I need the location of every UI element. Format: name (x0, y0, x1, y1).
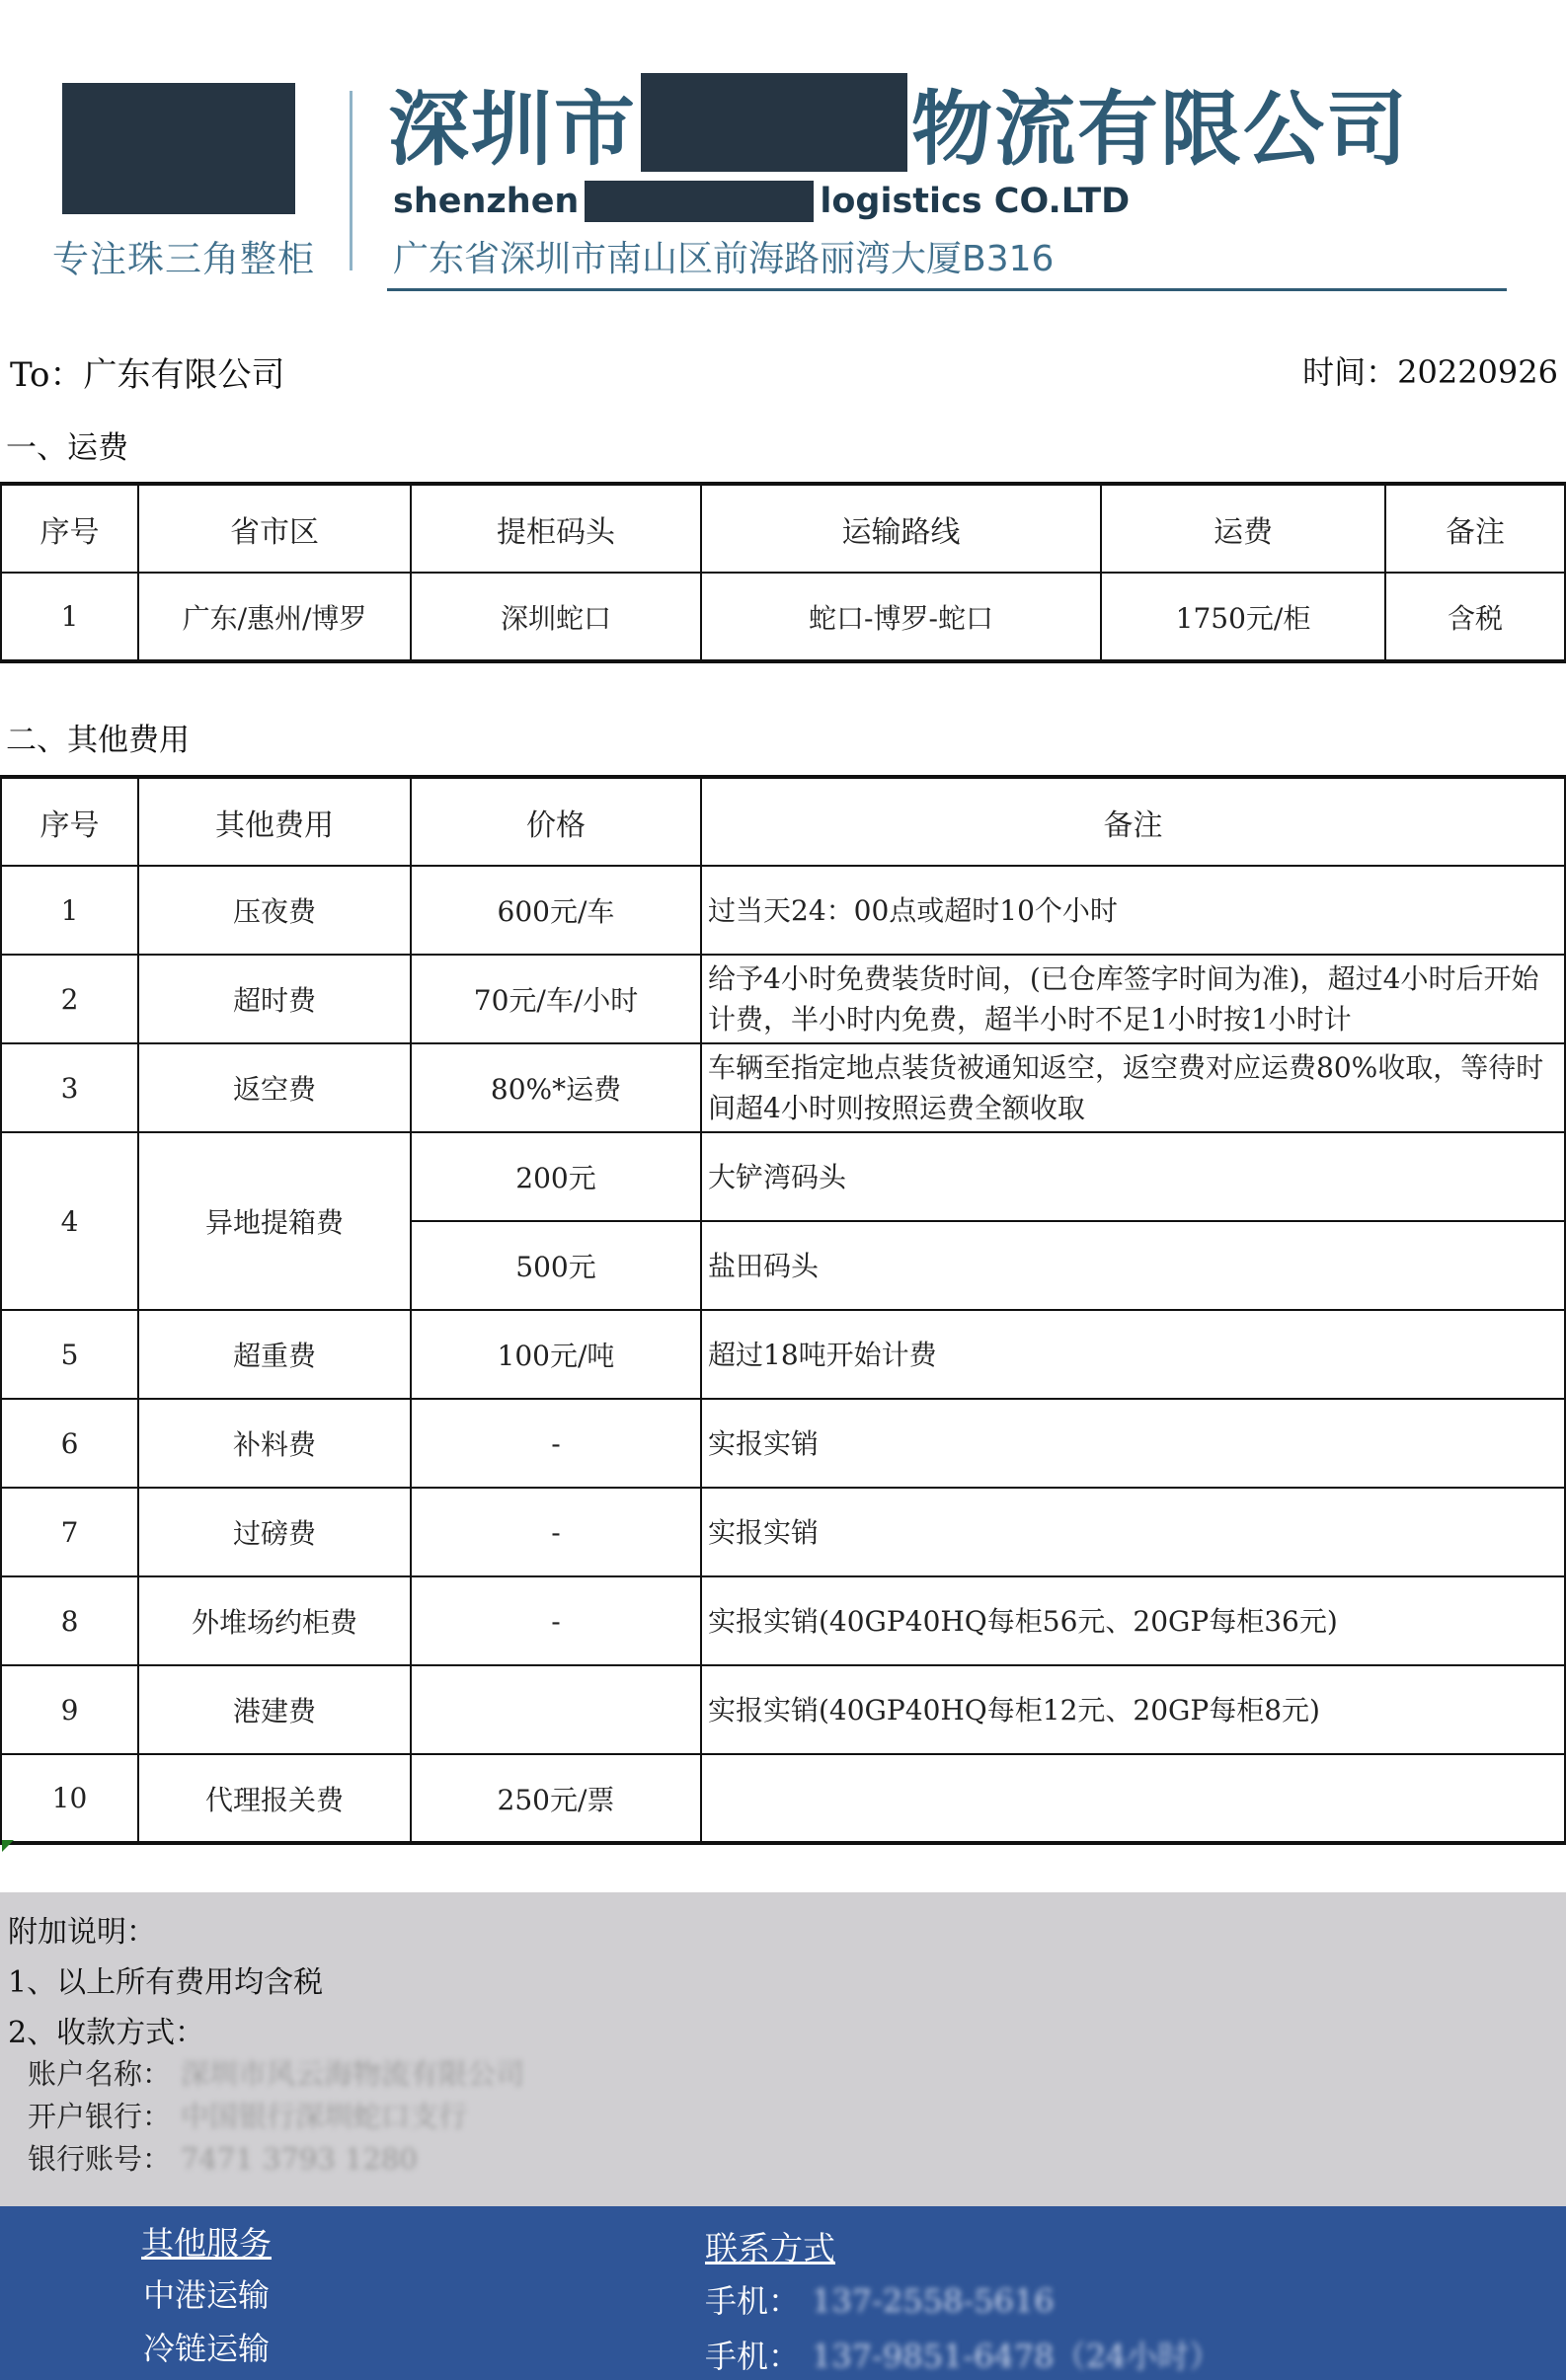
company-name-en-suffix: logistics CO.LTD (820, 182, 1131, 221)
row-number: 1 (1, 866, 138, 955)
price-cell: - (411, 1399, 701, 1488)
header-cell: 备注 (1385, 484, 1565, 573)
remark-cell: 实报实销 (701, 1488, 1565, 1576)
note-payment-method: 2、收款方式： (8, 2016, 205, 2050)
service-item: 冷链运输 (143, 2330, 271, 2367)
fee-name-cell: 外堆场约柜费 (138, 1576, 411, 1665)
phone-number: 137-2558-5616 (812, 2282, 1055, 2320)
remark-cell: 含税 (1385, 573, 1565, 661)
account-name-label: 账户名称： (28, 2057, 172, 2091)
remark-cell: 实报实销 (701, 1399, 1565, 1488)
price-cell: 80%*运费 (411, 1043, 701, 1132)
table-row (1, 1665, 1565, 1754)
fee-name-cell: 补料费 (138, 1399, 411, 1488)
header-cell: 省市区 (138, 484, 411, 573)
header-cell: 序号 (1, 777, 138, 866)
region-cell: 广东/惠州/博罗 (138, 573, 411, 661)
account-name-value: 深圳市风云海物流有限公司 (181, 2057, 525, 2091)
remark-cell: 车辆至指定地点装货被通知返空，返空费对应运费80%收取，等待时间超4小时则按照运费全额收取 (701, 1043, 1565, 1132)
row-number: 6 (1, 1399, 138, 1488)
table-row (1, 1399, 1565, 1488)
header-divider (350, 91, 352, 270)
header-cell: 提柜码头 (411, 484, 701, 573)
remark-cell: 盐田码头 (701, 1221, 1565, 1310)
fee-name-cell: 过磅费 (138, 1488, 411, 1576)
header-cell: 其他费用 (138, 777, 411, 866)
account-name-row (28, 2052, 524, 2093)
table-row (1, 1754, 1565, 1843)
header-cell: 价格 (411, 777, 701, 866)
company-name-en (393, 178, 1130, 225)
price-cell: 600元/车 (411, 866, 701, 955)
row-number: 2 (1, 955, 138, 1043)
row-number: 3 (1, 1043, 138, 1132)
table-row (1, 1310, 1565, 1399)
company-name-cn-suffix: 物流有限公司 (911, 82, 1410, 177)
phone-number: 137-9851-6478（24小时） (812, 2338, 1221, 2375)
header-cell: 序号 (1, 484, 138, 573)
company-name-en-prefix: shenzhen (393, 182, 580, 221)
table-row (1, 1576, 1565, 1665)
remark-cell: 给予4小时免费装货时间，(已仓库签字时间为准)，超过4小时后开始计费，半小时内免费，超半小时不足1小时按1小时计 (701, 955, 1565, 1043)
table-row (1, 1043, 1565, 1132)
row-number: 9 (1, 1665, 138, 1754)
company-name-en-redaction (585, 181, 814, 222)
header-cell: 运费 (1101, 484, 1385, 573)
fee-name-cell: 超重费 (138, 1310, 411, 1399)
company-logo-redacted (62, 83, 295, 214)
table-row (1, 866, 1565, 955)
row-number: 10 (1, 1754, 138, 1843)
freight-table (0, 482, 1566, 663)
row-number: 8 (1, 1576, 138, 1665)
table-row (1, 573, 1565, 661)
service-item: 中港运输 (143, 2276, 271, 2314)
phone-row (705, 2332, 1220, 2377)
company-slogan: 专注珠三角整柜 (52, 238, 315, 280)
notes-title: 附加说明： (8, 1915, 156, 1950)
price-cell: - (411, 1488, 701, 1576)
table-row (1, 955, 1565, 1043)
other-fees-header-row (1, 777, 1565, 866)
account-number-row (28, 2137, 418, 2178)
account-number-label: 银行账号： (28, 2142, 172, 2176)
price-cell (411, 1665, 701, 1754)
other-fees-table (0, 775, 1566, 1845)
fee-name-cell: 超时费 (138, 955, 411, 1043)
route-cell: 蛇口-博罗-蛇口 (701, 573, 1101, 661)
remark-cell: 大铲湾码头 (701, 1132, 1565, 1221)
row-number: 4 (1, 1132, 138, 1310)
phone-row (705, 2276, 1055, 2322)
table-row (1, 1488, 1565, 1576)
bank-value: 中国银行深圳蛇口支行 (181, 2100, 468, 2133)
freight-header-row (1, 484, 1565, 573)
company-address: 广东省深圳市南山区前海路丽湾大厦B316 (393, 239, 1055, 279)
header-cell: 备注 (701, 777, 1565, 866)
bank-label: 开户银行： (28, 2100, 172, 2133)
price-cell: - (411, 1576, 701, 1665)
table-row (1, 1132, 1565, 1221)
company-name-cn (388, 73, 1410, 177)
remark-cell: 实报实销(40GP40HQ每柜12元、20GP每柜8元) (701, 1665, 1565, 1754)
remark-cell (701, 1754, 1565, 1843)
company-name-redaction (641, 73, 907, 172)
row-number: 1 (1, 573, 138, 661)
fee-name-cell: 代理报关费 (138, 1754, 411, 1843)
account-number-value: 7471 3793 1280 (181, 2142, 418, 2176)
phone-label: 手机： (705, 2338, 801, 2375)
fee-name-cell: 压夜费 (138, 866, 411, 955)
freight-section-title: 一、运费 (6, 430, 128, 466)
price-cell: 500元 (411, 1221, 701, 1310)
phone-label: 手机： (705, 2282, 801, 2320)
remark-cell: 实报实销(40GP40HQ每柜56元、20GP每柜36元) (701, 1576, 1565, 1665)
bank-row (28, 2095, 467, 2135)
header-rule (387, 288, 1507, 291)
fee-name-cell: 异地提箱费 (138, 1132, 411, 1310)
price-cell: 250元/票 (411, 1754, 701, 1843)
price-cell: 100元/吨 (411, 1310, 701, 1399)
cell-marker-icon (2, 1840, 14, 1852)
contact-title: 联系方式 (705, 2229, 835, 2267)
fee-cell: 1750元/柜 (1101, 573, 1385, 661)
terminal-cell: 深圳蛇口 (411, 573, 701, 661)
price-cell: 70元/车/小时 (411, 955, 701, 1043)
quote-date: 时间：20220926 (1302, 353, 1558, 391)
other-services-title: 其他服务 (141, 2224, 272, 2263)
row-number: 7 (1, 1488, 138, 1576)
fee-name-cell: 港建费 (138, 1665, 411, 1754)
row-number: 5 (1, 1310, 138, 1399)
recipient-to: To：广东有限公司 (10, 355, 285, 395)
other-fees-section-title: 二、其他费用 (6, 723, 190, 758)
fee-name-cell: 返空费 (138, 1043, 411, 1132)
remark-cell: 超过18吨开始计费 (701, 1310, 1565, 1399)
price-cell: 200元 (411, 1132, 701, 1221)
company-name-cn-prefix: 深圳市 (388, 82, 638, 177)
note-tax-included: 1、以上所有费用均含税 (8, 1965, 324, 2000)
header-cell: 运输路线 (701, 484, 1101, 573)
remark-cell: 过当天24：00点或超时10个小时 (701, 866, 1565, 955)
